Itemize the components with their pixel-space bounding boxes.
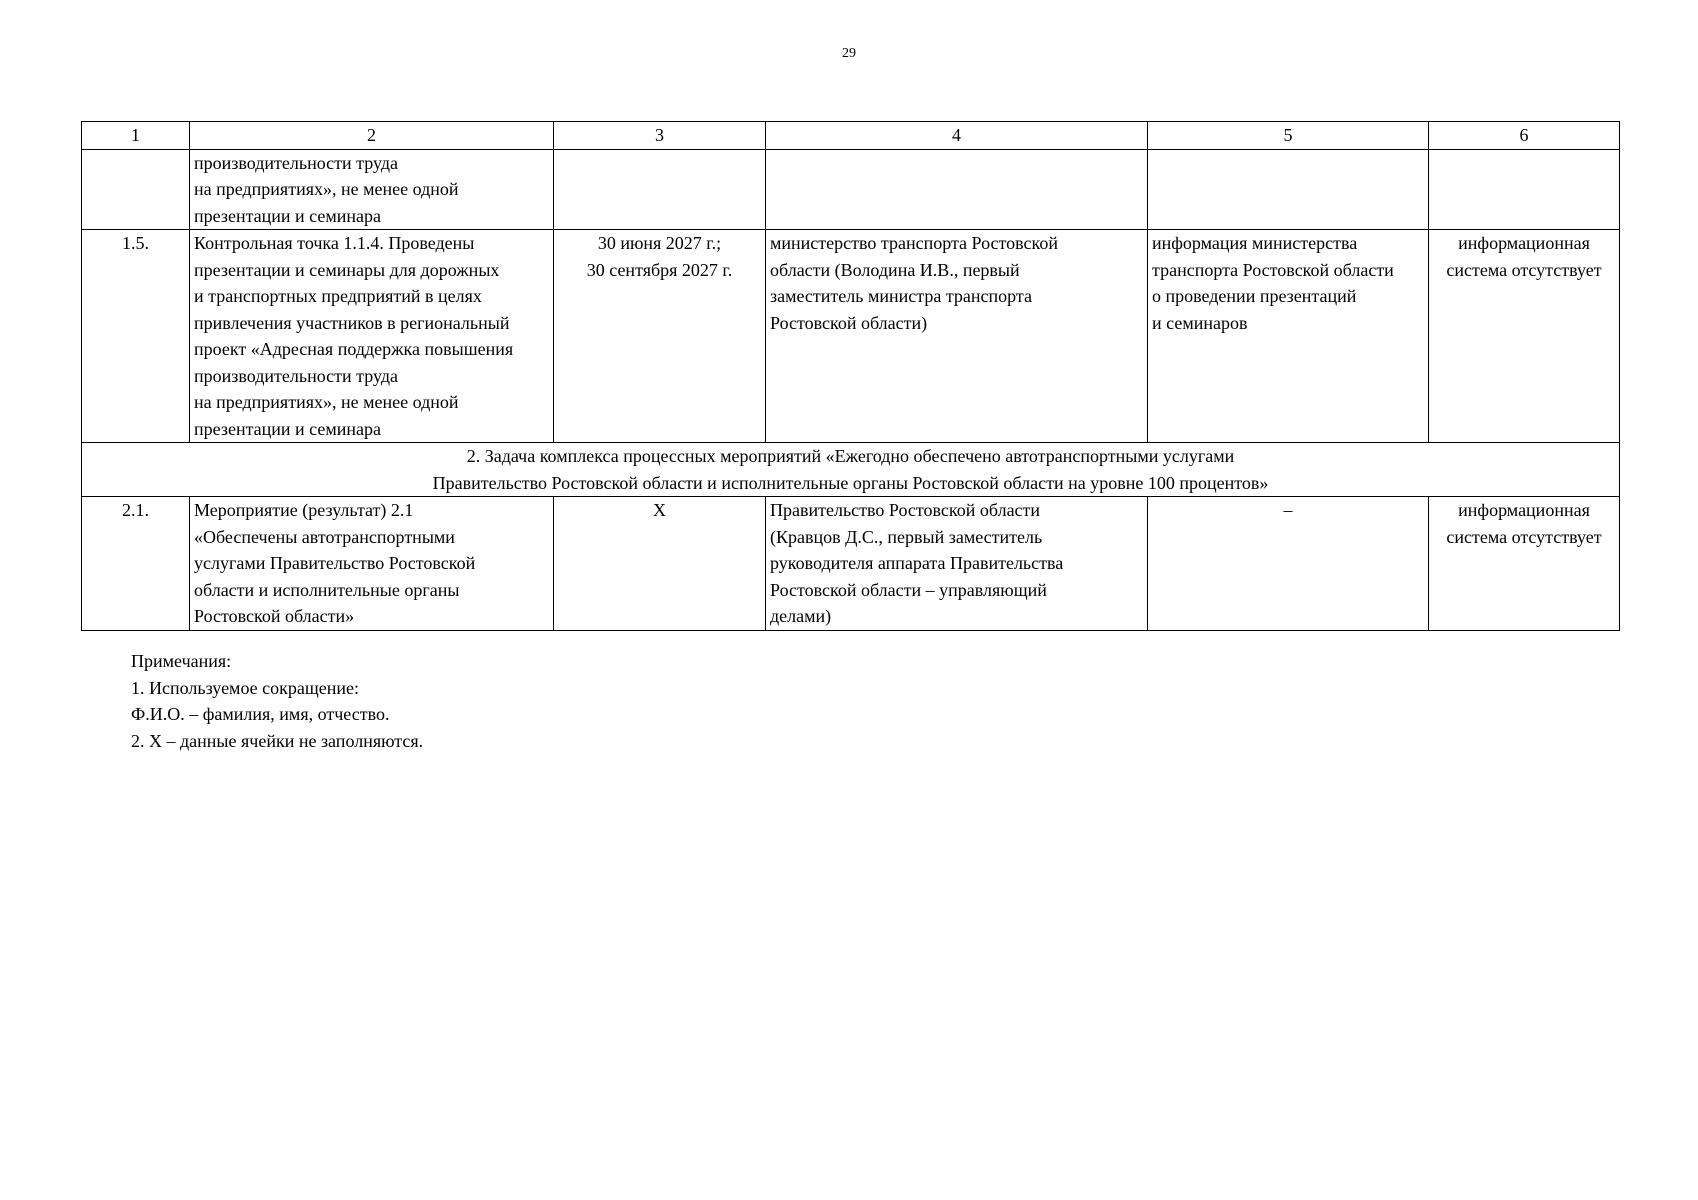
cell-text-line: области (Володина И.В., первый bbox=[770, 259, 1020, 280]
cell-description bbox=[190, 497, 554, 631]
cell-text-line: презентации и семинара bbox=[194, 205, 382, 226]
cell-info-system bbox=[1429, 497, 1620, 631]
cell-number: 1.5. bbox=[82, 230, 190, 443]
cell-number bbox=[82, 149, 190, 230]
cell-text-line: (Кравцов Д.С., первый заместитель bbox=[770, 526, 1043, 547]
cell-text-line: 30 сентября 2027 г. bbox=[586, 259, 733, 280]
cell-text-line: министерство транспорта Ростовской bbox=[770, 233, 1059, 253]
cell-text-line: – bbox=[1283, 500, 1293, 520]
cell-text-line: и семинаров bbox=[1152, 312, 1248, 333]
table-row-1-5 bbox=[82, 230, 1620, 443]
cell-text-line: информация министерства bbox=[1152, 233, 1358, 253]
cell-text-line: Правительство Ростовской области и исполнительные органы Ростовской области на уровне 100 процентов» bbox=[432, 472, 1269, 493]
cell-text-line: Мероприятие (результат) 2.1 bbox=[194, 500, 414, 520]
cell-text-line: производительности труда bbox=[194, 365, 399, 386]
cell-description bbox=[190, 149, 554, 230]
column-header-6: 6 bbox=[1429, 122, 1620, 150]
cell-text-line: Ростовской области) bbox=[770, 312, 928, 333]
cell-text-line: области и исполнительные органы bbox=[194, 579, 460, 600]
cell-text-line: система отсутствует bbox=[1446, 259, 1602, 280]
cell-text-line: презентации и семинара bbox=[194, 418, 382, 439]
cell-text-line: делами) bbox=[770, 606, 832, 626]
cell-responsible bbox=[766, 149, 1148, 230]
cell-deadline bbox=[554, 149, 766, 230]
cell-text-line: заместитель министра транспорта bbox=[770, 286, 1032, 306]
table-row-continuation bbox=[82, 149, 1620, 230]
cell-text-line: X bbox=[653, 500, 666, 520]
cell-document bbox=[1148, 230, 1429, 443]
cell-text-line: Правительство Ростовской области bbox=[770, 500, 1041, 520]
note-item: Ф.И.О. – фамилия, имя, отчество. bbox=[131, 704, 390, 724]
note-item: 2. X – данные ячейки не заполняются. bbox=[131, 730, 424, 751]
column-header-2: 2 bbox=[190, 122, 554, 150]
cell-text-line: услугами Правительство Ростовской bbox=[194, 553, 476, 573]
cell-text-line: транспорта Ростовской области bbox=[1152, 259, 1394, 280]
cell-text-line: информационная bbox=[1458, 500, 1590, 520]
cell-document bbox=[1148, 149, 1429, 230]
cell-responsible bbox=[766, 497, 1148, 631]
cell-text-line: проект «Адресная поддержка повышения bbox=[194, 339, 514, 359]
cell-text-line: привлечения участников в региональный bbox=[194, 312, 510, 333]
column-header-1: 1 bbox=[82, 122, 190, 150]
cell-description bbox=[190, 230, 554, 443]
cell-text-line: 2. Задача комплекса процессных мероприятий «Ежегодно обеспечено автотранспортными услугами bbox=[466, 446, 1235, 466]
cell-text-line: производительности труда bbox=[194, 152, 399, 173]
cell-text-line: руководителя аппарата Правительства bbox=[770, 553, 1064, 573]
cell-text-line: информационная bbox=[1458, 233, 1590, 253]
document-table bbox=[81, 121, 1620, 631]
cell-text-line: о проведении презентаций bbox=[1152, 286, 1357, 306]
cell-text-line: Контрольная точка 1.1.4. Проведены bbox=[194, 233, 475, 253]
table-row-2-1 bbox=[82, 497, 1620, 631]
table-section-row-2 bbox=[82, 443, 1620, 497]
cell-info-system bbox=[1429, 230, 1620, 443]
column-header-5: 5 bbox=[1148, 122, 1429, 150]
cell-text-line: Ростовской области» bbox=[194, 606, 355, 626]
cell-text-line: Ростовской области – управляющий bbox=[770, 579, 1047, 600]
column-header-4: 4 bbox=[766, 122, 1148, 150]
cell-deadline bbox=[554, 230, 766, 443]
notes-heading: Примечания: bbox=[131, 651, 232, 671]
cell-text-line: и транспортных предприятий в целях bbox=[194, 286, 482, 306]
note-item: 1. Используемое сокращение: bbox=[131, 677, 359, 698]
cell-text-line: «Обеспечены автотранспортными bbox=[194, 526, 455, 547]
cell-deadline bbox=[554, 497, 766, 631]
page-number: 29 bbox=[842, 46, 856, 61]
cell-responsible bbox=[766, 230, 1148, 443]
cell-document bbox=[1148, 497, 1429, 631]
cell-text-line: система отсутствует bbox=[1446, 526, 1602, 547]
cell-text-line: на предприятиях», не менее одной bbox=[194, 392, 459, 412]
notes-block bbox=[131, 648, 423, 754]
cell-text-line: презентации и семинары для дорожных bbox=[194, 259, 500, 280]
table-header-row bbox=[82, 122, 1620, 150]
cell-number: 2.1. bbox=[82, 497, 190, 631]
cell-text-line: на предприятиях», не менее одной bbox=[194, 179, 459, 199]
section-heading bbox=[82, 443, 1620, 497]
cell-info-system bbox=[1429, 149, 1620, 230]
cell-text-line: 30 июня 2027 г.; bbox=[597, 233, 722, 253]
column-header-3: 3 bbox=[554, 122, 766, 150]
